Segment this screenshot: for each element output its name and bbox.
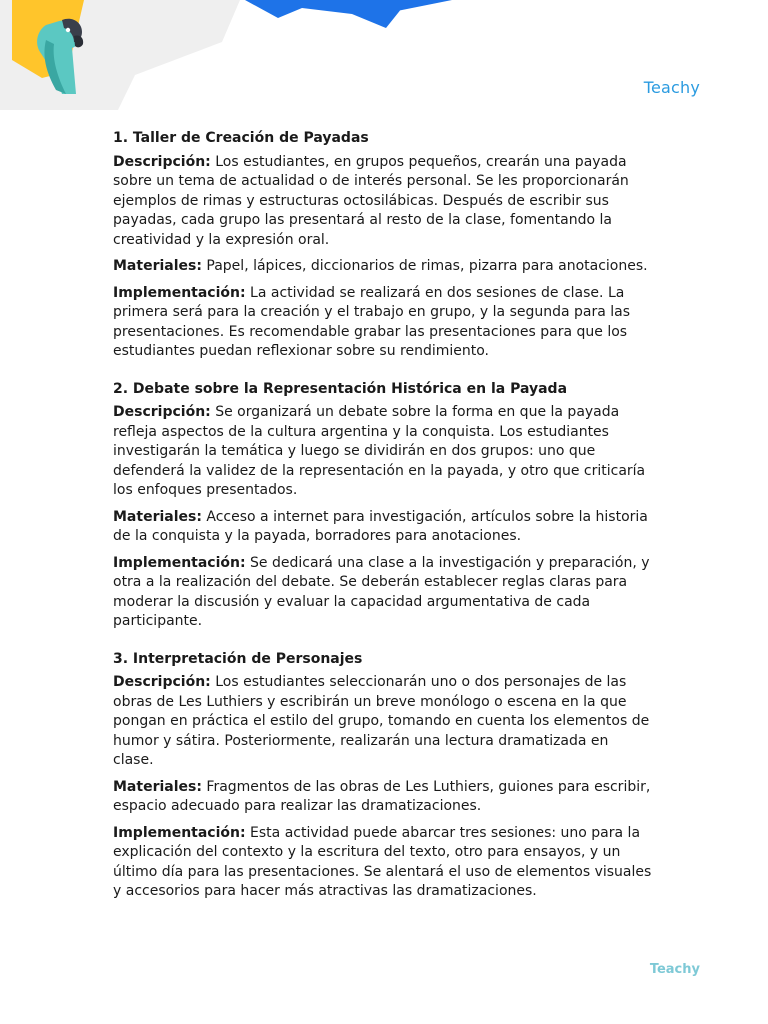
activity-materials	[113, 257, 653, 277]
materials-label: Materiales:	[113, 508, 202, 525]
materials-text: Papel, lápices, diccionarios de rimas, pizarra para anotaciones.	[206, 258, 648, 274]
activity-1	[113, 129, 653, 362]
activity-title: 2. Debate sobre la Representación Histórica en la Payada	[113, 380, 568, 397]
implementation-text: La actividad se realizará en dos sesiones de clase. La primera será para la creación y el trabajo en grupo, y la segunda para las presentaciones. Es recomendable grabar las presentaciones para que los estudiantes puedan reflexionar sobre su rendimiento.	[113, 284, 631, 359]
description-text: Los estudiantes seleccionarán uno o dos personajes de las obras de Les Luthiers y escribirán un breve monólogo o escena en la que pongan en práctica el estilo del grupo, tomando en cuenta los elementos de humor y sátira. Posteriormente, realizarán una lectura dramatizada en clase.	[113, 674, 650, 768]
materials-label: Materiales:	[113, 778, 202, 795]
materials-text: Acceso a internet para investigación, artículos sobre la historia de la conquista y la payada, borradores para anotaciones.	[113, 508, 648, 544]
activity-implementation	[113, 554, 653, 632]
activity-description	[113, 673, 653, 771]
activity-2	[113, 380, 653, 632]
activity-description	[113, 153, 653, 251]
activity-description	[113, 403, 653, 501]
description-label: Descripción:	[113, 153, 211, 170]
brand-logo-footer: Teachy	[649, 962, 700, 977]
activity-implementation	[113, 284, 653, 362]
activity-title: 1. Taller de Creación de Payadas	[113, 130, 369, 146]
description-text: Se organizará un debate sobre la forma en que la payada refleja aspectos de la cultura argentina y la conquista. Los estudiantes investigarán la temática y luego se dividirán en dos grupos: uno que defenderá la validez de la representación en la payada, y otro que criticaría los enfoques presentados.	[113, 404, 646, 498]
brand-logo-top: Teachy	[643, 78, 700, 97]
materials-label: Materiales:	[113, 258, 202, 274]
description-text: Los estudiantes, en grupos pequeños, crearán una payada sobre un tema de actualidad o de interés personal. Se les proporcionarán ejemplos de rimas y estructuras octosilábicas. Después de escribir sus payadas, cada grupo las presentará al resto de la clase, fomentando la creatividad y la expresión oral.	[113, 153, 629, 248]
activity-3	[113, 650, 653, 902]
blue-shape	[245, 0, 452, 28]
description-label: Descripción:	[113, 674, 211, 690]
implementation-text: Se dedicará una clase a la investigación y preparación, y otra a la realización del debate. Se deberán establecer reglas claras para moderar la discusión y evaluar la capacidad argumentativa de cada participante.	[113, 554, 650, 629]
activity-materials	[113, 778, 653, 817]
implementation-label: Implementación:	[113, 554, 246, 571]
implementation-text: Esta actividad puede abarcar tres sesiones: uno para la explicación del contexto y la escritura del texto, otro para ensayos, y un último día para las presentaciones. Se alentará el uso de elementos visuales y accesorios para hacer más atractivas las dramatizaciones.	[113, 824, 652, 899]
implementation-label: Implementación:	[113, 824, 246, 841]
materials-text: Fragmentos de las obras de Les Luthiers, guiones para escribir, espacio adecuado para realizar las dramatizaciones.	[113, 778, 651, 814]
description-label: Descripción:	[113, 404, 211, 420]
document-body	[113, 129, 653, 920]
activity-implementation	[113, 824, 653, 902]
activity-materials	[113, 508, 653, 547]
activity-title: 3. Interpretación de Personajes	[113, 650, 363, 667]
implementation-label: Implementación:	[113, 284, 246, 301]
